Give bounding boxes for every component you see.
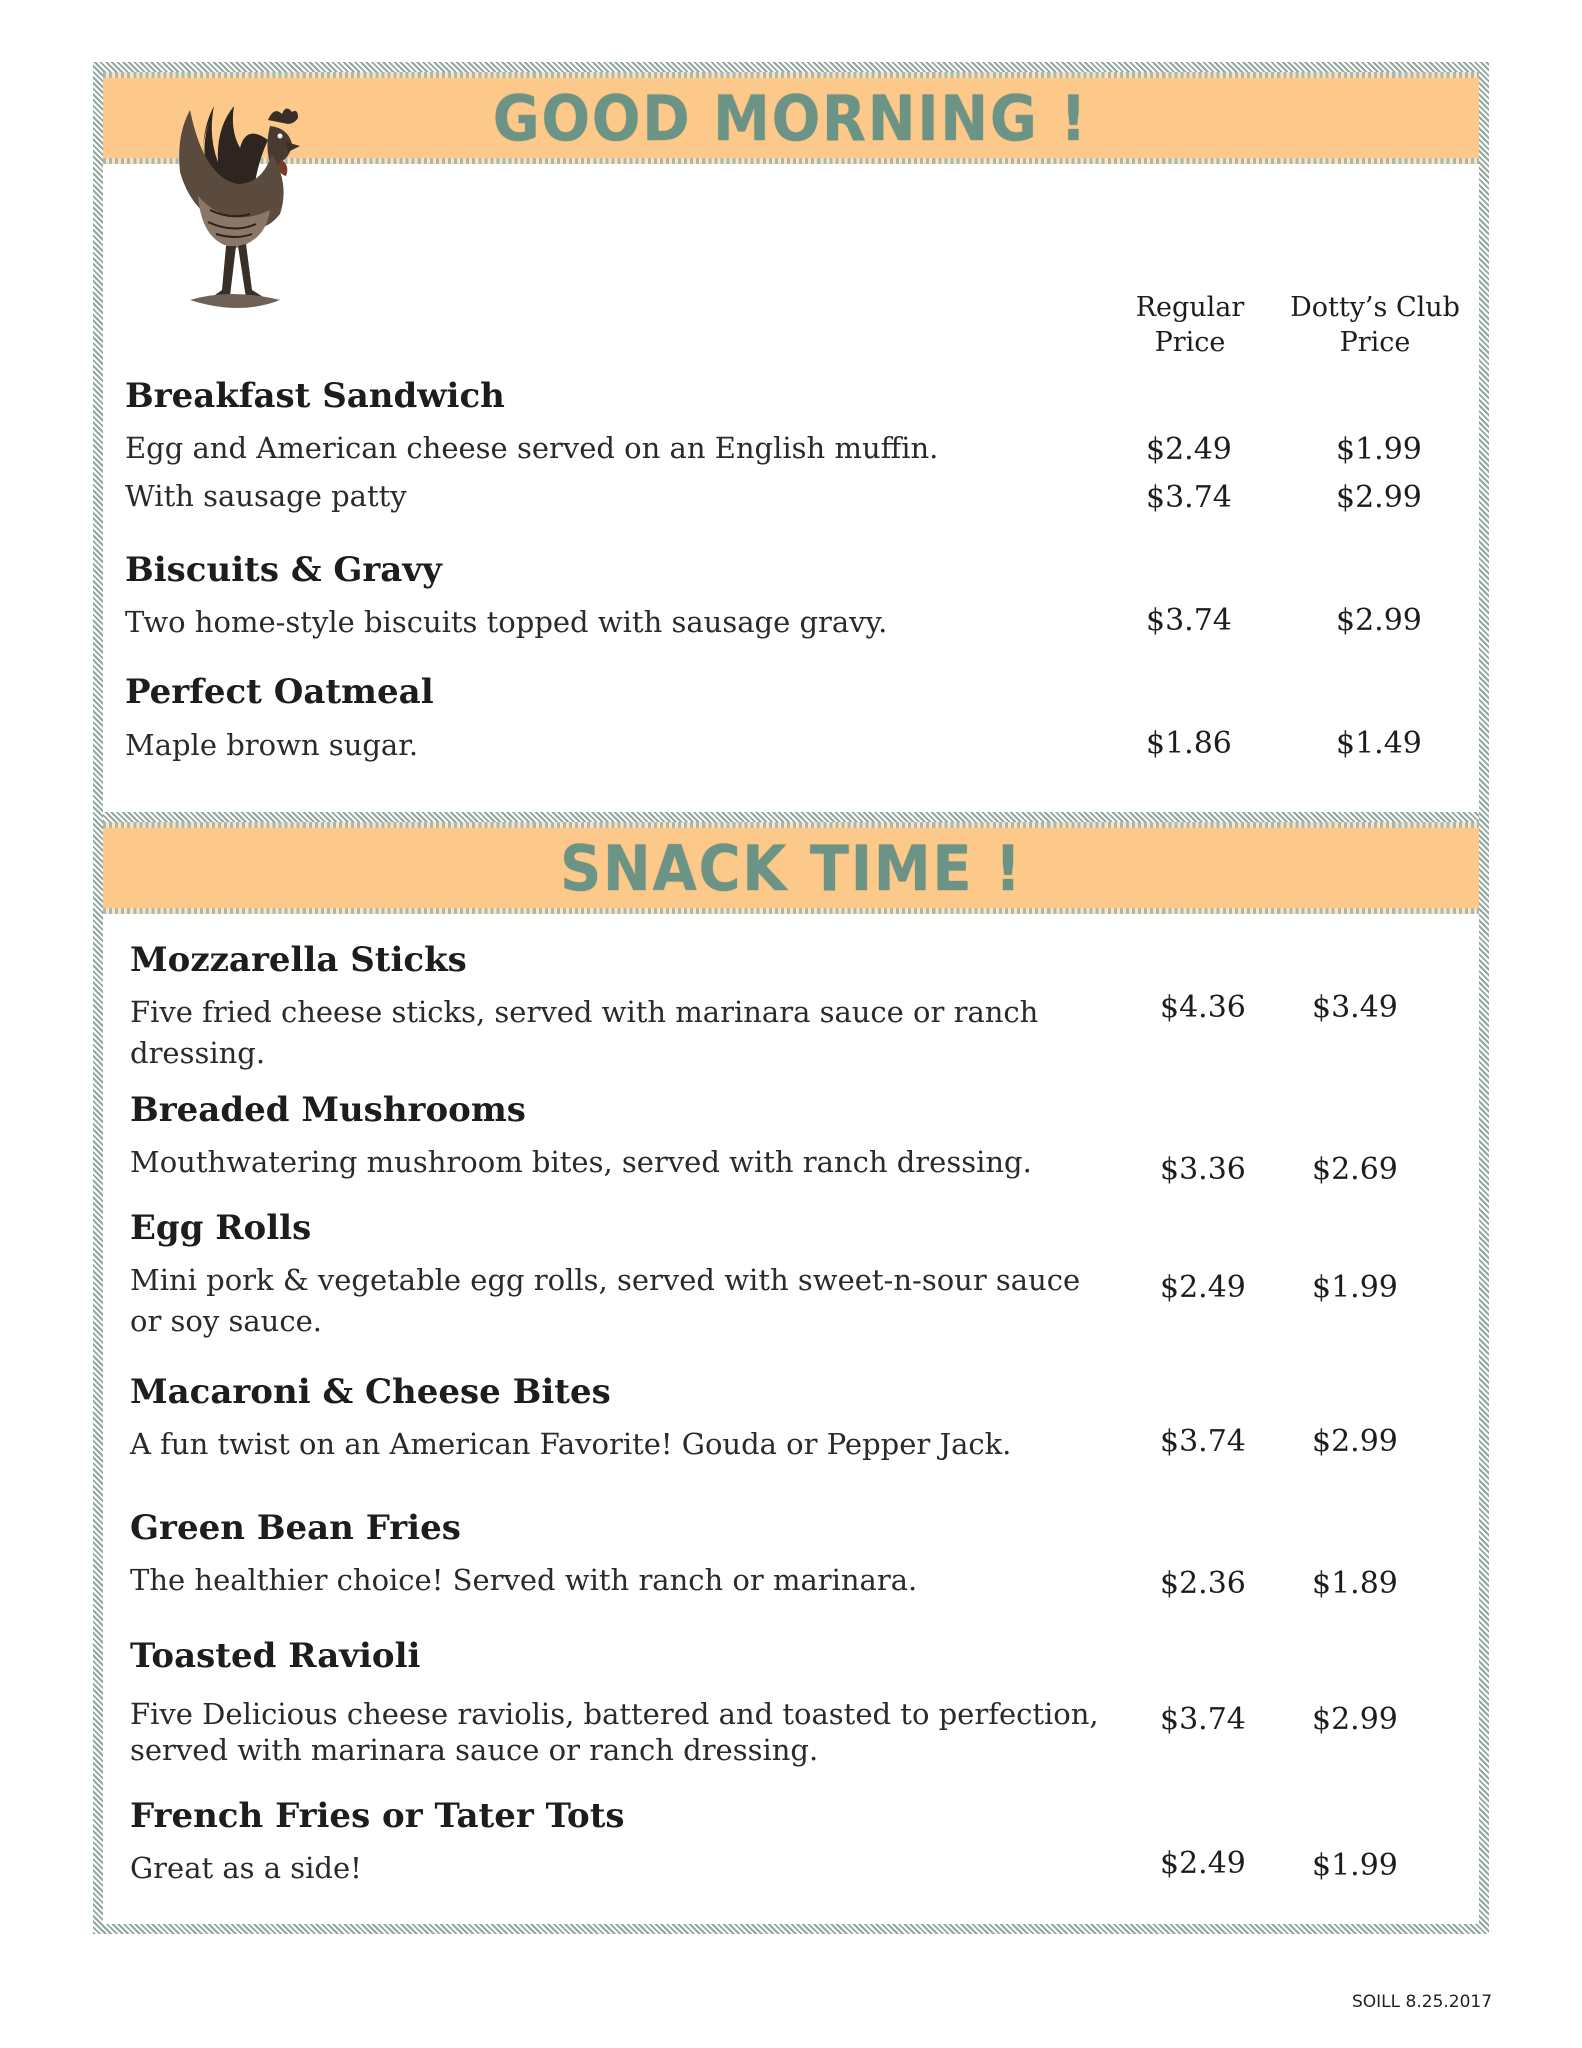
club-price-header: Dotty’s Club Price <box>1290 292 1460 358</box>
footer-code: SOILL 8.25.2017 <box>1352 1992 1493 2012</box>
regular-price: $2.49 <box>1160 1270 1246 1305</box>
item-name: Biscuits & Gravy <box>125 550 442 590</box>
regular-price: $1.86 <box>1146 726 1232 761</box>
item-name: Breakfast Sandwich <box>125 376 505 416</box>
regular-price: $3.74 <box>1146 480 1232 515</box>
club-price: $1.89 <box>1312 1566 1398 1601</box>
item-desc: Two home-style biscuits topped with sausage gravy. <box>125 605 888 639</box>
club-price: $2.99 <box>1336 603 1422 638</box>
club-price: $2.99 <box>1312 1702 1398 1737</box>
item-name: Toasted Ravioli <box>130 1636 421 1676</box>
item-desc: Mouthwatering mushroom bites, served with ranch dressing. <box>130 1145 1032 1179</box>
item-desc: The healthier choice! Served with ranch or marinara. <box>130 1563 918 1597</box>
club-price: $1.99 <box>1336 432 1422 467</box>
item-name: Perfect Oatmeal <box>125 672 434 712</box>
snack-banner <box>103 822 1479 914</box>
item-desc: Egg and American cheese served on an English muffin. <box>125 431 939 465</box>
regular-price: $3.74 <box>1160 1702 1246 1737</box>
club-price: $1.99 <box>1312 1848 1398 1883</box>
club-price: $3.49 <box>1312 990 1398 1025</box>
club-price: $2.69 <box>1312 1152 1398 1187</box>
breakfast-title: GOOD MORNING ! <box>493 81 1089 155</box>
regular-price: $3.36 <box>1160 1152 1246 1187</box>
rooster-icon <box>150 100 310 340</box>
regular-price: $3.74 <box>1146 603 1232 638</box>
regular-price: $2.49 <box>1146 432 1232 467</box>
club-price: $2.99 <box>1336 480 1422 515</box>
item-name: Breaded Mushrooms <box>130 1090 526 1130</box>
item-name: Macaroni & Cheese Bites <box>130 1372 611 1412</box>
regular-price: $2.49 <box>1160 1846 1246 1881</box>
item-name: Egg Rolls <box>130 1208 312 1248</box>
item-desc: With sausage patty <box>125 479 407 513</box>
item-name: French Fries or Tater Tots <box>130 1796 625 1836</box>
item-name: Mozzarella Sticks <box>130 940 467 980</box>
section-divider <box>103 812 1479 822</box>
regular-price: $2.36 <box>1160 1566 1246 1601</box>
snack-title: SNACK TIME ! <box>559 831 1023 905</box>
regular-price: $3.74 <box>1160 1424 1246 1459</box>
item-desc: Great as a side! <box>130 1851 362 1885</box>
club-price: $1.99 <box>1312 1270 1398 1305</box>
item-desc: Five Delicious cheese raviolis, battered and toasted to perfection, served with marinara sauce or ranch dressing. <box>130 1697 1099 1767</box>
club-price: $1.49 <box>1336 726 1422 761</box>
item-desc: A fun twist on an American Favorite! Gouda or Pepper Jack. <box>130 1427 1012 1461</box>
item-desc: Mini pork & vegetable egg rolls, served with sweet-n-sour sauce or soy sauce. <box>130 1263 1081 1338</box>
item-name: Green Bean Fries <box>130 1508 461 1548</box>
regular-price: $4.36 <box>1160 990 1246 1025</box>
regular-price-header: Regular Price <box>1135 292 1245 358</box>
item-desc: Maple brown sugar. <box>125 728 419 762</box>
club-price: $2.99 <box>1312 1424 1398 1459</box>
item-desc: Five fried cheese sticks, served with marinara sauce or ranch dressing. <box>130 995 1039 1070</box>
